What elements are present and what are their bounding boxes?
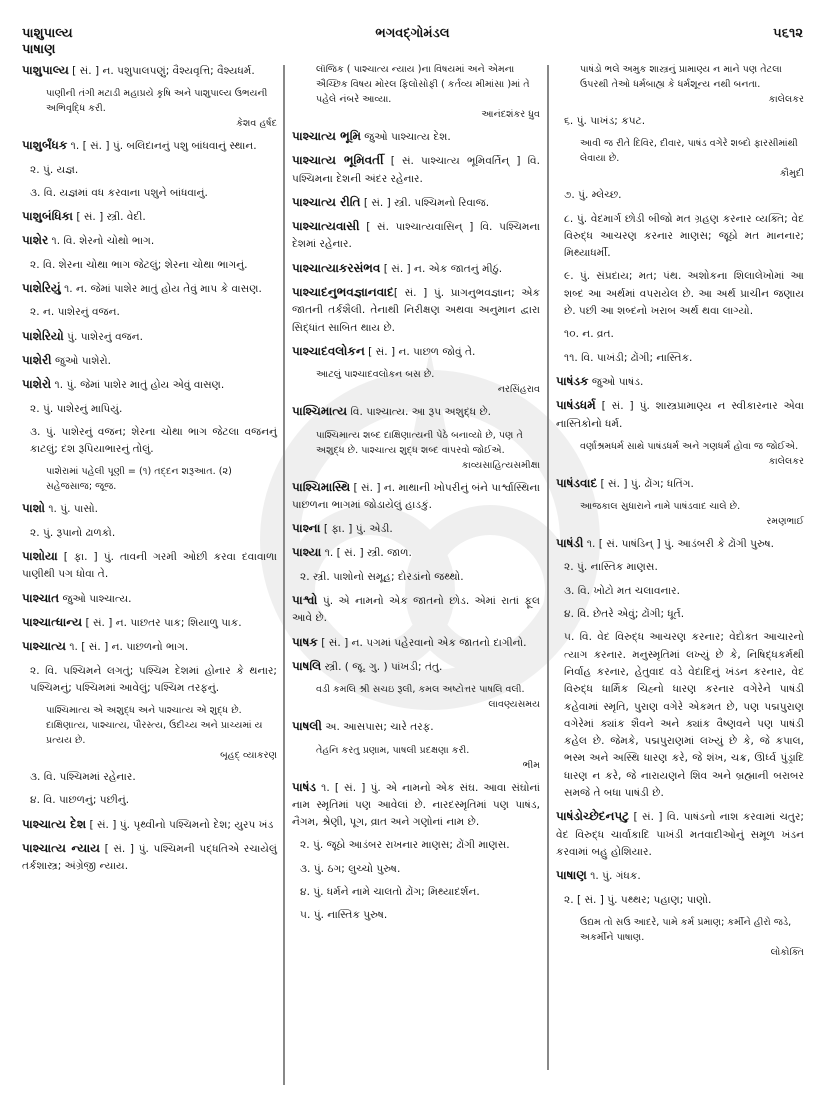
dictionary-entry: [22, 614, 277, 632]
dictionary-entry: [556, 808, 804, 861]
headword: પાશુપાલ્ય: [22, 63, 69, 77]
headword: પાષંડી: [556, 536, 584, 551]
dictionary-entry: [292, 260, 540, 278]
sense-definition: ૨. સ્ત્રી. પાશોનો સમૂહ; દોરડાંનો જથ્થો.: [300, 570, 464, 583]
headword: પાશો: [22, 501, 45, 516]
usage-quote: પાણીની તંગી મટાડી મહાપ્રયે કૃષિ અને પાશુપાલ્ય ઉભયની અભિવૃદ્ધિ કરી.: [46, 88, 268, 115]
usage-quote: વડી કમલિ શ્રી સચઇ રૂલી, કમલ અષ્ટોત્તર પાષલિ વલી.: [316, 684, 525, 696]
headword: પાષંડવાદ: [556, 475, 598, 490]
dictionary-entry: [292, 592, 540, 628]
definition-text: [ ફા. ] પું. તાવની ગરમી ઓછી કરવા દવાવાળા પાણીથી પગ ધોવા તે.: [22, 551, 277, 581]
dictionary-entry: [22, 548, 277, 584]
dictionary-entry: [292, 520, 540, 538]
dictionary-entry: [292, 152, 540, 188]
dictionary-entry: [556, 535, 804, 553]
definition-text: ૧. [ સં. પાષંડિન્ ] પું. આડંબરી કે ઢોંગી પુરુષ.: [583, 538, 775, 551]
definition-text: ૧. [ સં. ] પું. બલિદાનનું પશુ બાંધવાનું સ્થાન.: [67, 140, 257, 153]
quote-source: આનંદશંકર ધ્રુવ: [481, 109, 540, 120]
headword: પાષક: [292, 634, 318, 649]
headword: પાશ્ચાત્ધાન્ય: [22, 614, 83, 629]
definition-text: સ્ત્રી. ( જૂ. ગુ. ) પાંખડી; તંતુ.: [321, 660, 443, 673]
definition-text: ૧. પું. ગંધક.: [586, 870, 641, 883]
definition-text: અ. આસપાસ; ચારે તરફ.: [321, 721, 434, 734]
dictionary-entry: [292, 479, 540, 515]
quote-source: કાવ્યસાહિત્યસમીક્ષા: [461, 459, 540, 471]
quote-source: લોકોક્તિ: [770, 946, 804, 958]
quote-source: કેશવ હર્ષદ: [236, 118, 277, 130]
headword: પાષંડક: [556, 373, 589, 388]
sense-definition: ૨. પું. જૂઠો આડંબર રાખનાર માણસ; ઢોંગી માણસ.: [300, 839, 510, 852]
usage-quote: પાશ્ચિમાત્ય શબ્દ દાક્ષિણાત્યની પેઠે બનાવ્યો છે, પણ તે અશુદ્ધ છે. પાશ્ચાત્ય શુદ્ધ શબ્દ વાપરવો જોઈએ.: [316, 429, 523, 456]
headword: પાશેરી: [22, 352, 52, 367]
sense-definition: ૧૦. ન. વ્રત.: [564, 328, 614, 341]
dictionary-entry: [22, 376, 277, 394]
column-divider: [283, 65, 285, 1085]
dictionary-entry: [556, 475, 804, 493]
sense-definition: ૨. પું. યજ્ઞ.: [30, 163, 79, 176]
dictionary-entry: [292, 779, 540, 832]
dictionary-entry: [292, 634, 540, 652]
sense-definition: ૧૧. વિ. પાખંડી; ઢોંગી; નાસ્તિક.: [564, 351, 693, 364]
sense-definition: ૩. પું. પાશેરનું વજન; શેરના ચોથા ભાગ જેટલા વજનનું કાટલું; દશ રૂપિયાભારનું તોલું.: [30, 425, 277, 456]
definition-text: પું. પાશેરનું વજન.: [63, 330, 143, 343]
definition-text: [ સં. ] ન. પાછળ જોવું તે.: [364, 345, 476, 358]
dictionary-entry: [22, 280, 277, 298]
quote-source: રમણભાઈ: [766, 516, 804, 528]
sense-definition: ૨. પું. પાશેરનું માપિયું.: [30, 402, 123, 415]
usage-quote: લૉજિક ( પાશ્ચાત્ય ન્યાય )ના વિષયમાં અને એમના ઐચ્છિક વિષય મોરલ ફિલોસોફી ( કર્તવ્ય મીમાંસા )માં તે પહેલે નંબરે આવ્યા.: [316, 64, 530, 105]
sense-definition: ૨. વિ. પશ્ચિમને લગતું; પશ્ચિમ દેશમાં હોનાર કે થનાર; પશ્ચિમનું; પશ્ચિમમાં આવેલું; પશ્ચિમ તરફનું.: [30, 664, 277, 694]
column-left: [22, 62, 277, 882]
headword: પાશ્ચાત્ય દેશ: [22, 816, 87, 831]
headword: પાશ્ના: [292, 521, 321, 536]
headword: પાશ્ચાત્ય ન્યાય: [22, 841, 100, 856]
headword: પાષંડ: [292, 779, 317, 794]
sense-definition: ૪. વિ. છેતરે એવું; ઢોંગી; ધૂર્ત.: [564, 608, 685, 621]
dictionary-entry: [22, 352, 277, 370]
definition-text: ૧. પું. પાસો.: [44, 503, 98, 516]
definition-text: જુઓ પાશેરો.: [51, 354, 111, 367]
dictionary-entry: [22, 62, 277, 80]
dictionary-entry: [22, 816, 277, 834]
headword: પાષલી: [292, 719, 322, 734]
dictionary-entry: [292, 218, 540, 254]
quote-source: ભીમ: [522, 759, 540, 771]
headword: પાશ્ચાત: [22, 590, 60, 605]
headword: પાશ્ચાત્ય ભૂમિવર્તી: [292, 153, 384, 168]
definition-text: ૧. [ સં. ] ન. પાછળનો ભાગ.: [65, 641, 189, 654]
dictionary-entry: [556, 373, 804, 391]
definition-text: [ સં. ] પું. પશ્ચિમની પદ્ધતિએ રચાયેલું તર્કશાસ્ત્ર; અંગ્રેજી ન્યાય.: [22, 843, 277, 873]
headword: પાશ્ચાત્ય રીતિ: [292, 194, 361, 209]
sense-definition: ૨. પું. રૂપાનો ઢાળકો.: [30, 526, 116, 539]
headword: પાશેરો: [22, 377, 52, 392]
last-guide-word: પાષાણ: [22, 42, 56, 57]
quote-source: બૃહદ્ વ્યાકરણ: [220, 750, 277, 762]
sense-definition: ૩. વિ. ખોટો મત ચલાવનાર.: [564, 584, 680, 597]
dictionary-entry: [556, 867, 804, 885]
usage-quote: આટલું પાશ્ચાદવલોકન બસ છે.: [316, 369, 435, 381]
dictionary-entry: [292, 284, 540, 337]
usage-quote: પાષંડો ભલે અમુક શાસ્ત્રનું પ્રામાણ્ય ન માને પણ તેટલા ઉપરથી તેઓ ધર્મબાહ્ય કે ધર્મશૂન્ય નથી બનતા.: [580, 64, 782, 90]
headword: પાશુર્બંધક: [22, 138, 68, 153]
definition-text: ૧. [ સં. ] સ્ત્રી. જાળ.: [321, 547, 412, 560]
headword: પાશ્ચાત્યાકરસંભવ: [292, 260, 381, 275]
sense-definition: ૮. પું. વેદમાર્ગ છોડી બીજો મત ગ્રહણ કરનાર વ્યક્તિ; વેદ વિરુદ્ધ આચરણ કરનાર માણસ; જૂઠો મત માનનાર; મિથ્યાધર્મી.: [564, 212, 804, 260]
dictionary-entry: [22, 840, 277, 876]
sense-definition: ૬. પું. પાખંડ; કપટ.: [564, 115, 646, 127]
headword: પાશ્ચાદનુભવજ્ઞાનવાદ: [292, 285, 394, 300]
definition-text: [ સં. ] વિ. પાષંડનો નાશ કરવામાં ચતુર; વેદ વિરુદ્ધ ચાર્વાકાદિ પાખંડી મતવાદીઓનું સમૂળ ખંડન કરવામાં બહુ હોશિયાર.: [556, 811, 804, 858]
sense-definition: ૨. પું. નાસ્તિક માણસ.: [564, 561, 658, 574]
quote-source: કાલેલકર: [768, 94, 804, 105]
usage-quote: પાશ્ચિમાત્ય એ અશુદ્ધ અને પાશ્ચાત્ય એ શુદ્ધ છે. દાક્ષિણાત્ય, પાશ્ચાત્ય, પૌરસ્ત્ય, ઉદીચ્ય અને પ્રાચ્યમાં ય પ્રત્યય છે.: [46, 705, 263, 747]
headword: પાશ્ચાત્ય: [22, 639, 66, 654]
definition-text: વિ. પાશ્ચાત્ય. આ રૂપ અશુદ્ધ છે.: [347, 406, 492, 419]
dictionary-entry: [22, 208, 277, 226]
headword: પાશ્ચિમાત્ય: [292, 404, 348, 419]
sense-definition: ૩. પું. ઠગ; લુચ્ચો પુરુષ.: [300, 862, 401, 875]
definition-text: ૧. વિ. શેરનો ચોથો ભાગ.: [48, 235, 155, 248]
headword: પાષંડધર્મ: [556, 398, 596, 413]
headword: પાષંડોચ્છેદનપટુ: [556, 809, 630, 824]
definition-text: [ સં. ] પું. પ્રાગનુભવજ્ઞાન; એક જાતની તર્કશૈલી. તેનાથી નિરીક્ષણ અથવા અનુમાન દ્વારા સિદ્ધાંત સાબિત થાય છે.: [292, 287, 540, 334]
definition-text: [ સં. ] સ્ત્રી. વેદી.: [72, 211, 146, 224]
definition-text: ૧. ન. જેમાં પાશેર માતું હોય તેવું માપ કે વાસણ.: [60, 283, 262, 296]
sense-definition: ૩. વિ. પશ્ચિમમાં રહેનાર.: [30, 771, 136, 784]
sense-definition: ૫. પું. નાસ્તિક પુરુષ.: [300, 909, 388, 922]
dictionary-entry: [292, 718, 540, 736]
usage-quote: વર્ણાશ્રમધર્મ સાથે પાષંડધર્મ અને ગણધર્મ હોવા જ જોઈએ.: [580, 440, 799, 452]
definition-text: [ સં. ] પું. પૃથ્વીનો પશ્ચિમનો દેશ; યુરપ ખંડ: [86, 818, 274, 831]
column-divider: [547, 65, 549, 1070]
headword: પાષલિ: [292, 658, 322, 673]
sense-definition: ૪. પું. ધર્મને નામે ચાલતો ઢોંગ; મિથ્યાદર્શન.: [300, 886, 480, 899]
definition-text: [ સં. ] ન. પગમાં પહેરવાનો એક જાતનો દાગીનો.: [317, 636, 527, 649]
dictionary-entry: [22, 638, 277, 656]
headword: પાશોયા: [22, 549, 58, 564]
definition-text: [ સં. ] ન. પાછતર પાક; શિયાળુ પાક.: [82, 616, 242, 629]
first-guide-word: પાશુપાલ્ય: [22, 26, 73, 41]
definition-text: [ સં. ] ન. પશુપાલપણું; વૈશ્યવૃત્તિ; વૈશ્યધર્મ.: [68, 65, 255, 77]
sense-definition: ૯. પું. સંપ્રદાય; મત; પંથ. અશોકના શિલાલેખોમાં આ શબ્દ આ અર્થમાં વપરાયેલ છે. આ અર્થ પ્રાચીન જણાય છે. પછી આ શબ્દનો ખરાબ અર્થ થવા લાગ્યો.: [564, 270, 804, 318]
headword: પાષાણ: [556, 868, 587, 883]
usage-quote: તેહનિ કરતુ પ્રણામ, પાષલી પ્રદક્ષણા કરી.: [316, 744, 470, 756]
dictionary-entry: [292, 128, 540, 146]
quote-source: લાવણ્યસમય: [488, 699, 540, 711]
usage-quote: આવી જ રીતે દિવિર, દીવાર, પાષંડ વગેરે શબ્દો ફારસીમાંથી લેવાયા છે.: [580, 138, 798, 165]
definition-text: [ સં. ] સ્ત્રી. પશ્ચિમનો રિવાજ.: [360, 196, 490, 209]
definition-text: [ સં. ] ન. માથાની ખોપરીનું બંને પાર્શ્વાસ્થિના પાછળના ભાગમાં જોડાયેલું હાડકું.: [292, 481, 540, 511]
dictionary-entry: [292, 194, 540, 212]
definition-text: [ સં. પાશ્ચાત્યવાસિન્ ] વિ. પશ્ચિમના દેશમાં રહેનાર.: [292, 221, 540, 251]
definition-text: જુઓ પાશ્ચાત્ય દેશ.: [360, 131, 451, 143]
dictionary-title: ભગવદ્ગોમંડલ: [375, 26, 450, 41]
sense-definition: ૨. [ સં. ] પું. પથ્થર; પહાણ; પાણો.: [564, 893, 712, 906]
sense-definition: ૩. વિ. યજ્ઞમાં વધ કરવાના પશુને બાંધવાનું.: [30, 186, 208, 199]
dictionary-entry: [22, 500, 277, 518]
headword: પાશેરિયો: [22, 328, 64, 343]
quote-source: નરસિંહરાવ: [497, 384, 540, 396]
usage-quote: પાશેરામાં પહેલી પૂણી = (૧) તદ્દન શરૂઆત. (૨) સહેજસાજ; જૂજ.: [46, 466, 232, 493]
headword: પાશુબંધિકા: [22, 209, 73, 224]
headword: પાશેર: [22, 233, 49, 248]
usage-quote: ઉદ્યમ તો સઉ આદરે, પામે કર્મ પ્રમાણ; કર્મીને હીરો જડે, અકર્મીને પાષાણ.: [580, 916, 792, 943]
headword: પાશેરિયું: [22, 281, 61, 296]
definition-text: ૧. [ સં. ] પું. એ નામનો એક સંઘ. આવા સંઘોનાં નામ સ્મૃતિમાં પણ આવેલાં છે. નારદસ્મૃતિમાં પણ પાષંડ, નૈગમ, શ્રેણી, પૂગ, વ્રાત અને ગણોનાં નામ છે.: [292, 781, 540, 829]
dictionary-entry: [556, 397, 804, 433]
page-number: ૫૬૧૨: [773, 26, 803, 41]
headword: પાશ્વો: [292, 593, 318, 608]
dictionary-entry: [292, 544, 540, 562]
sense-definition: ૨. ન. પાશેરનું વજન.: [30, 306, 120, 319]
definition-text: [ સં. પાશ્ચાત્ય ભૂમિવર્તિન્ ] વિ. પશ્ચિમના દેશની અંદર રહેનાર.: [292, 155, 540, 185]
column-middle: [292, 62, 540, 931]
usage-quote: આજકાલ સુધારાને નામે પાષંડવાદ ચાલે છે.: [580, 501, 741, 513]
definition-text: [ સં. ] પું. શાસ્ત્રપ્રામાણ્ય ન સ્વીકારનાર એવા નાસ્તિકોનો ધર્મ.: [556, 400, 804, 430]
dictionary-entry: [292, 658, 540, 676]
definition-text: [ સં. ] ન. એક જાતનું મીઠું.: [380, 262, 503, 275]
quote-source: કાલેલકર: [768, 455, 804, 467]
definition-text: [ સં. ] પું. ઢોંગ; ધતિંગ.: [597, 477, 694, 490]
dictionary-entry: [22, 232, 277, 250]
definition-text: [ ફા. ] પું. એડી.: [320, 523, 393, 536]
dictionary-entry: [292, 403, 540, 421]
page-header: [22, 20, 803, 60]
definition-text: જુઓ પાશ્ચાત્ય.: [59, 592, 132, 605]
sense-definition: ૭. પું. મ્લેચ્છ.: [564, 189, 622, 202]
headword: પાશ્ચાદવલોકન: [292, 343, 365, 358]
column-right: [556, 62, 804, 966]
headword: પાશ્યા: [292, 545, 322, 560]
headword: પાશ્ચિમાસ્થિ: [292, 479, 351, 494]
sense-definition: ૨. વિ. શેરના ચોથા ભાગ જેટલું; શેરના ચોથા ભાગનું.: [30, 258, 248, 271]
quote-source: કૌમુદી: [779, 168, 804, 180]
definition-text: જુઓ પાષંડ.: [588, 375, 644, 388]
headword: પાશ્ચાત્ય ભૂમિ: [292, 129, 361, 143]
definition-text: પું. એ નામનો એક જાતનો છોડ. એમાં રાતાં ફૂલ આવે છે.: [292, 595, 540, 625]
dictionary-entry: [22, 328, 277, 346]
headword: પાશ્ચાત્યવાસી: [292, 219, 360, 234]
dictionary-entry: [22, 590, 277, 608]
definition-text: ૧. પું. જેમાં પાશેર માતું હોય એવું વાસણ.: [51, 379, 225, 392]
dictionary-entry: [22, 137, 277, 155]
sense-definition: ૫. વિ. વેદ વિરુદ્ધ આચરણ કરનાર; વેદોક્ત આચારનો ત્યાગ કરનાર. મનુસ્મૃતિમાં લખ્યું છે કે, નિષિદ્ધકર્મથી નિર્વાહ કરનાર, હેતુવાદ વડે વેદાદિનું ખંડન કરનાર, વેદ વિરુદ્ધ ધાર્મિક ચિહ્નો ધારણ કરનાર વગેરેને પાષંડી કહેવામાં સ્મૃતિ, પુરાણ વગેરે એકમત છે, પણ પદ્મપુરાણ વગેરેમાં ક્યાંક શૈવને અને ક્યાંક વૈષ્ણવને પણ પાષંડી કહેલ છે. જેમકે, પદ્મપુરાણમાં લખ્યું છે કે, જે કપાલ, ભસ્મ અને અસ્થિ ધારણ કરે, જે શંખ, ચક્ર, ઊર્ધ્વ પુંડ્રાદિ ધારણ ન કરે, જે નારાયણને શિવ અને બ્રહ્માની બરાબર સમજે તે બધા પાષંડી છે.: [564, 631, 804, 800]
dictionary-entry: [292, 343, 540, 361]
sense-definition: ૪. વિ. પાછળનું; પછીનું.: [30, 794, 130, 807]
